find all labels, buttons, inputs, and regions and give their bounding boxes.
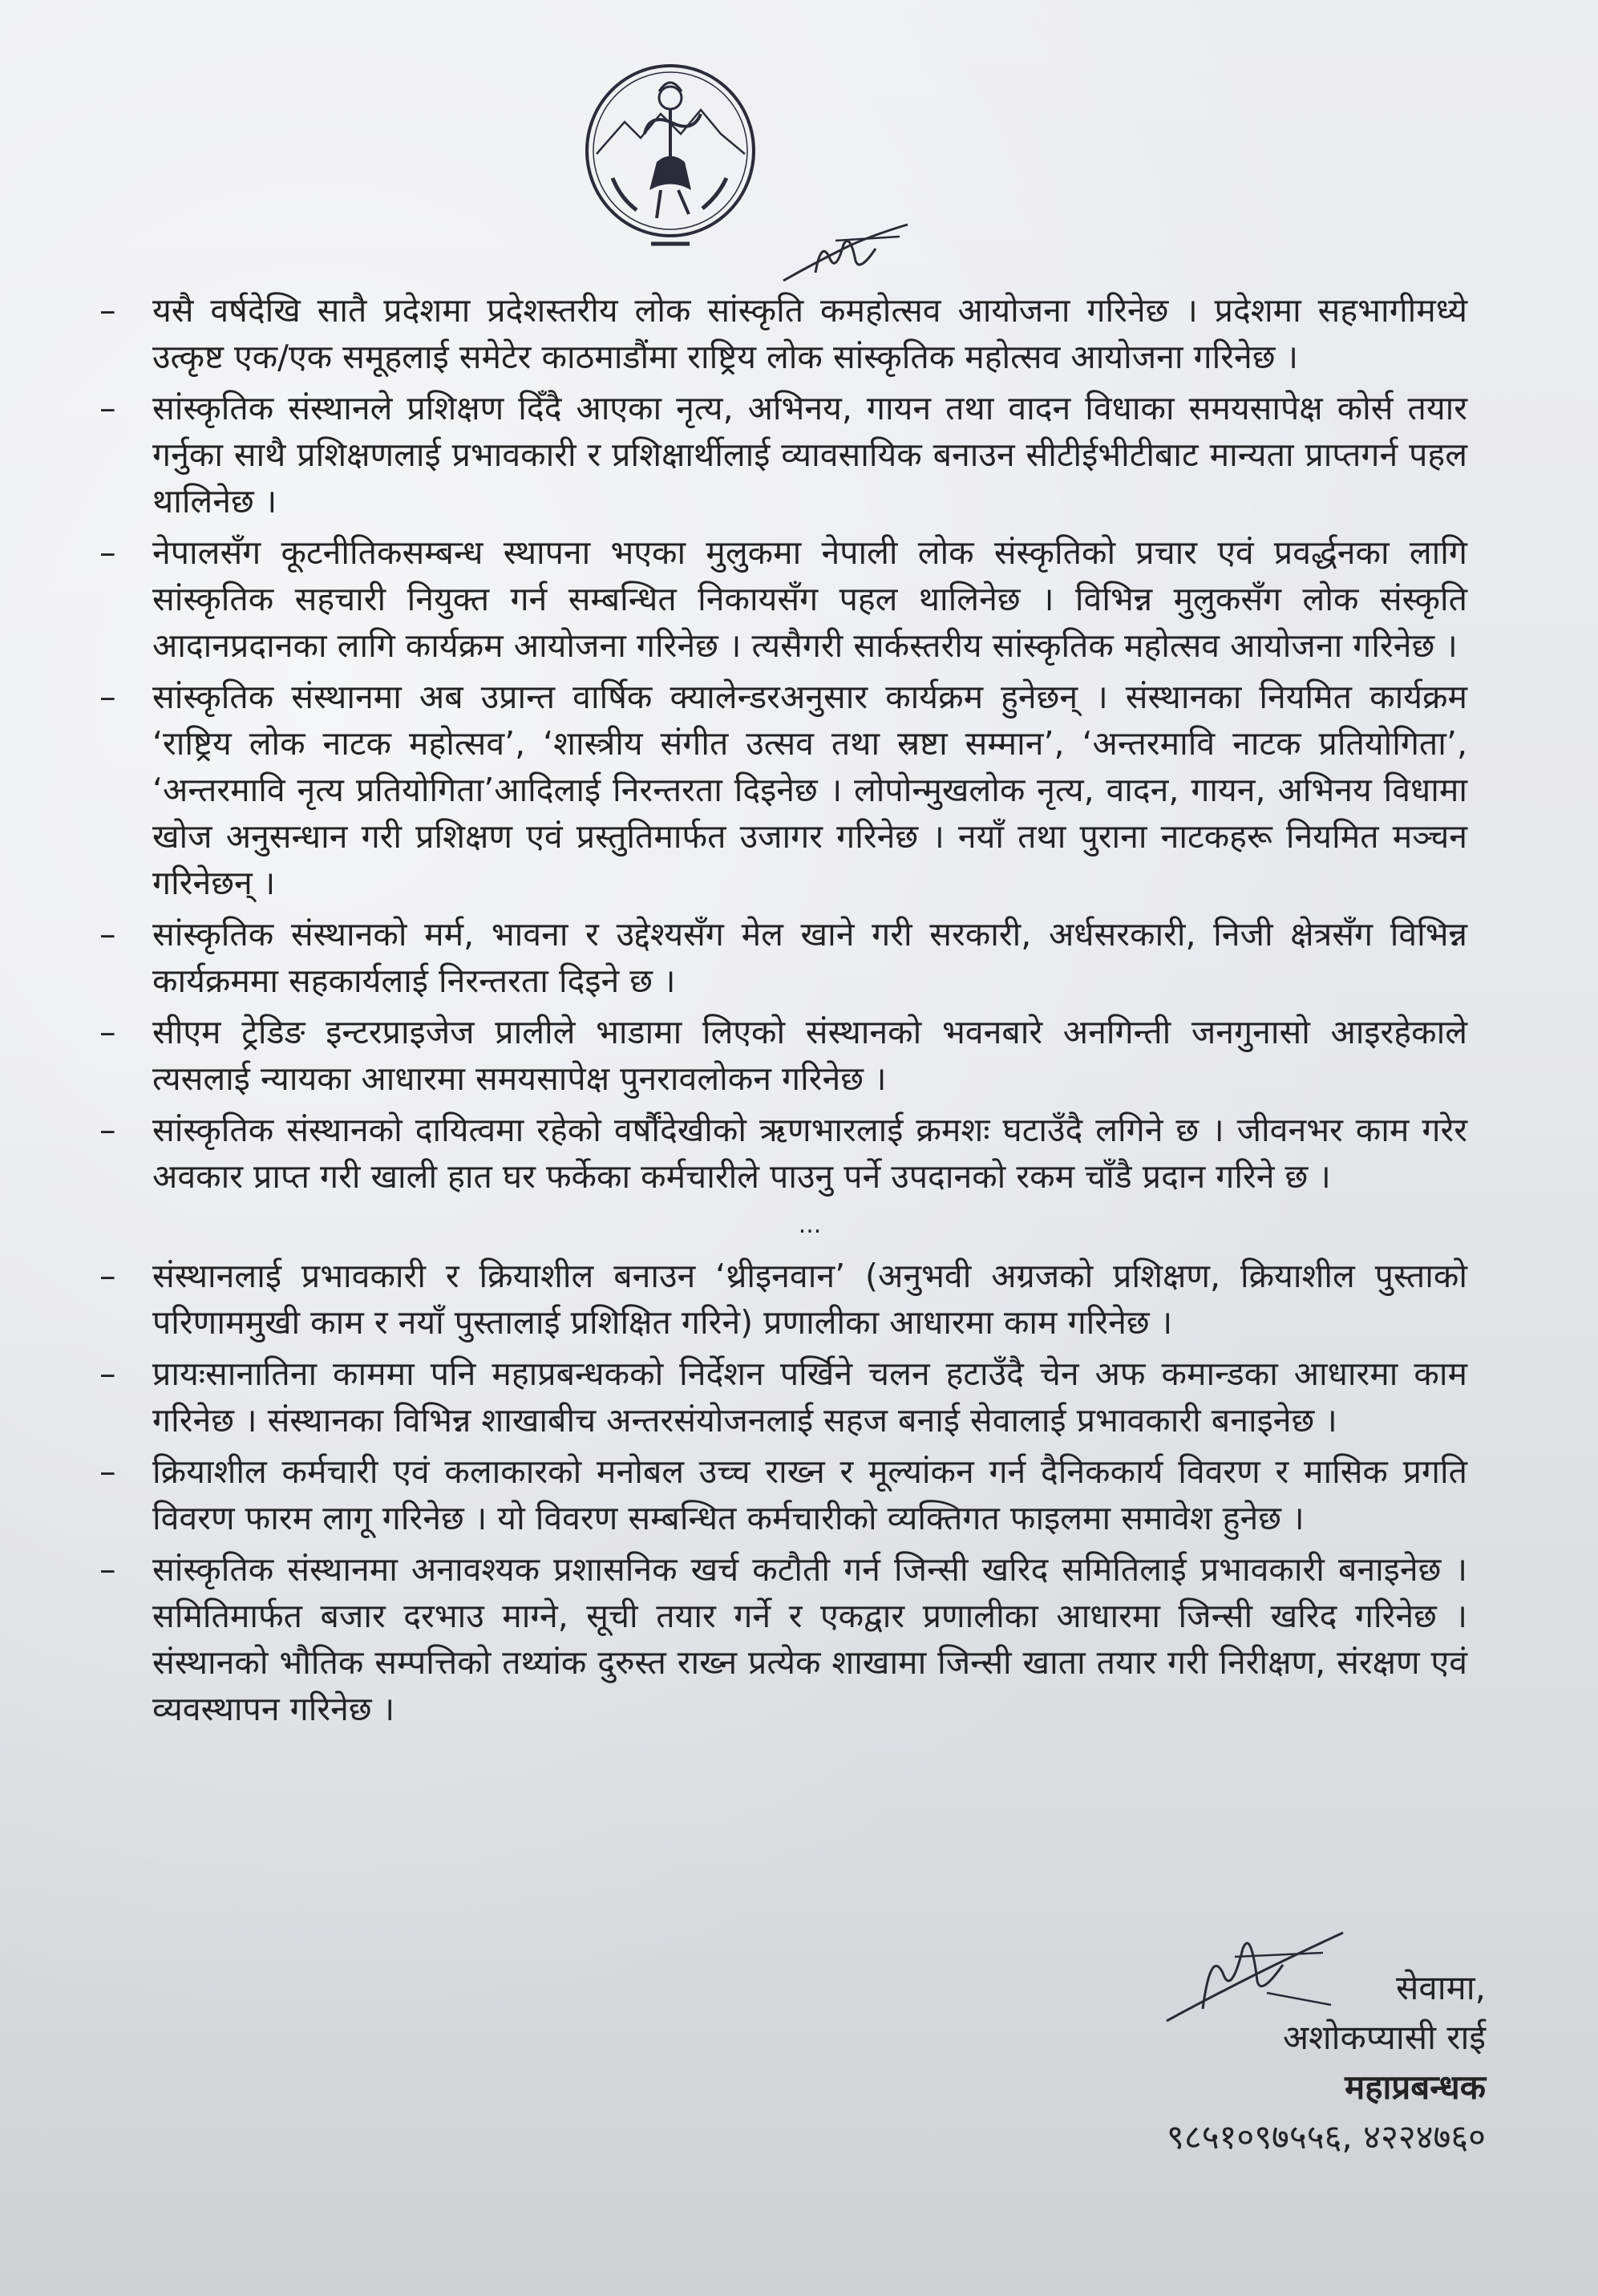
list-item-text: संस्थानलाई प्रभावकारी र क्रियाशील बनाउन ‘थ्रीइनवान’ (अनुभवी अग्रजको प्रशिक्षण, क्रियाशील पुस्ताको परिणाममुखी काम र नयाँ पुस्तालाई प्रशिक्षित गरिने) प्रणालीका आधारमा काम गरिनेछ । (152, 1257, 1467, 1342)
bullet-dash: – (99, 1452, 116, 1491)
list-item (88, 1009, 1467, 1102)
list-item-text: नेपालसँग कूटनीतिकसम्बन्ध स्थापना भएका मुलुकमा नेपाली लोक संस्कृतिको प्रचार एवं प्रवर्द्धनका लागि सांस्कृतिक सहचारी नियुक्त गर्न सम्बन्धित निकायसँग पहल थालिनेछ । विभिन्न मुलुकसँग लोक संस्कृति आदानप्रदानका लागि कार्यक्रम आयोजना गरिनेछ । त्यसैगरी सार्कस्तरीय सांस्कृतिक महोत्सव आयोजना गरिनेछ । (152, 533, 1467, 665)
seal-stamp (581, 58, 760, 266)
list-item-text: सांस्कृतिक संस्थानमा अनावश्यक प्रशासनिक खर्च कटौती गर्न जिन्सी खरिद समितिलाई प्रभावकारी बनाइनेछ । समितिमार्फत बजार दरभाउ माग्ने, सूची तयार गर्ने र एकद्वार प्रणालीका आधारमा जिन्सी खरिद गरिनेछ । संस्थानको भौतिक सम्पत्तिको तथ्यांक दुरुस्त राख्न प्रत्येक शाखामा जिन्सी खाता तयार गरी निरीक्षण, संरक्षण एवं व्यवस्थापन गरिनेछ । (152, 1550, 1467, 1728)
bullet-dash: – (99, 389, 116, 427)
list-item-text: यसै वर्षदेखि सातै प्रदेशमा प्रदेशस्तरीय लोक सांस्कृति कमहोत्सव आयोजना गरिनेछ । प्रदेशमा सहभागीमध्ये उत्कृष्ट एक/एक समूहलाई समेटेर काठमाडौंमा राष्ट्रिय लोक सांस्कृतिक महोत्सव आयोजना गरिनेछ । (152, 291, 1467, 376)
bullet-dash: – (99, 1111, 116, 1149)
signature-top (779, 217, 916, 290)
list-item (88, 1448, 1467, 1541)
list-item (88, 911, 1467, 1004)
bullet-dash: – (99, 1550, 116, 1589)
list-item-text: सांस्कृतिक संस्थानको दायित्वमा रहेको वर्षौंदेखीको ऋणभारलाई क्रमशः घटाउँदै लगिने छ । जीवनभर काम गरेर अवकार प्राप्त गरी खाली हात घर फर्केका कर्मचारीले पाउनु पर्ने उपदानको रकम चाँडै प्रदान गरिने छ । (152, 1111, 1467, 1196)
list-item (88, 1350, 1467, 1444)
list-item-text: क्रियाशील कर्मचारी एवं कलाकारको मनोबल उच्च राख्न र मूल्यांकन गर्न दैनिककार्य विवरण र मासिक प्रगति विवरण फारम लागू गरिनेछ । यो विवरण सम्बन्धित कर्मचारीको व्यक्तिगत फाइलमा समावेश हुनेछ । (152, 1452, 1467, 1537)
list-item (88, 287, 1467, 380)
document-body (88, 287, 1467, 1737)
closing-block (1167, 1963, 1486, 2162)
list-item-text: सांस्कृतिक संस्थानले प्रशिक्षण दिँदै आएका नृत्य, अभिनय, गायन तथा वादन विधाका समयसापेक्ष कोर्स तयार गर्नुका साथै प्रशिक्षणलाई प्रभावकारी र प्रशिक्षार्थीलाई व्यावसायिक बनाउन सीटीईभीटीबाट मान्यता प्राप्तगर्न पहल थालिनेछ । (152, 389, 1467, 520)
bullet-dash: – (99, 291, 116, 330)
signatory-name: अशोकप्यासी राई (1283, 2018, 1486, 2057)
list-item (88, 1253, 1467, 1346)
list-item (88, 529, 1467, 669)
signatory-designation: महाप्रबन्धक (1345, 2067, 1486, 2107)
bullet-dash: – (99, 1013, 116, 1051)
list-item (88, 1107, 1467, 1200)
closing-greeting: सेवामा, (1396, 1968, 1486, 2007)
bullet-dash: – (99, 533, 116, 572)
contact-numbers: ९८५१०९७५५६, ४२२४७६० (1167, 2117, 1486, 2156)
list-item (88, 674, 1467, 906)
bullet-dash: – (99, 1257, 116, 1295)
list-item-text: प्रायःसानातिना काममा पनि महाप्रबन्धकको निर्देशन पर्खिने चलन हटाउँदै चेन अफ कमान्डका आधारमा काम गरिनेछ । संस्थानका विभिन्न शाखाबीच अन्तरसंयोजनलाई सहज बनाई सेवालाई प्रभावकारी बनाइनेछ । (152, 1355, 1467, 1440)
list-item (88, 385, 1467, 524)
bullet-dash: – (99, 1355, 116, 1393)
bullet-dash: – (99, 915, 116, 954)
bullet-dash: – (99, 678, 116, 716)
list-item-text: सीएम ट्रेडिङ इन्टरप्राइजेज प्रालीले भाडामा लिएको संस्थानको भवनबारे अनगिन्ती जनगुनासो आइरहेकाले त्यसलाई न्यायका आधारमा समयसापेक्ष पुनरावलोकन गरिनेछ । (152, 1013, 1467, 1098)
list-item-text: सांस्कृतिक संस्थानमा अब उप्रान्त वार्षिक क्यालेन्डरअनुसार कार्यक्रम हुनेछन् । संस्थानका नियमित कार्यक्रम ‘राष्ट्रिय लोक नाटक महोत्सव’, ‘शास्त्रीय संगीत उत्सव तथा स्रष्टा सम्मान’, ‘अन्तरमावि नाटक प्रतियोगिता’, ‘अन्तरमावि नृत्य प्रतियोगिता’आदिलाई निरन्तरता दिइनेछ । लोपोन्मुखलोक नृत्य, वादन, गायन, अभिनय विधामा खोज अनुसन्धान गरी प्रशिक्षण एवं प्रस्तुतिमार्फत उजागर गरिनेछ । नयाँ तथा पुराना नाटकहरू नियमित मञ्चन गरिनेछन् । (152, 678, 1467, 902)
list-item (88, 1546, 1467, 1732)
ellipsis-separator: ... (798, 1211, 822, 1239)
list-item-text: सांस्कृतिक संस्थानको मर्म, भावना र उद्देश्यसँग मेल खाने गरी सरकारी, अर्धसरकारी, निजी क्षेत्रसँग विभिन्न कार्यक्रममा सहकार्यलाई निरन्तरता दिइने छ । (152, 915, 1467, 1000)
